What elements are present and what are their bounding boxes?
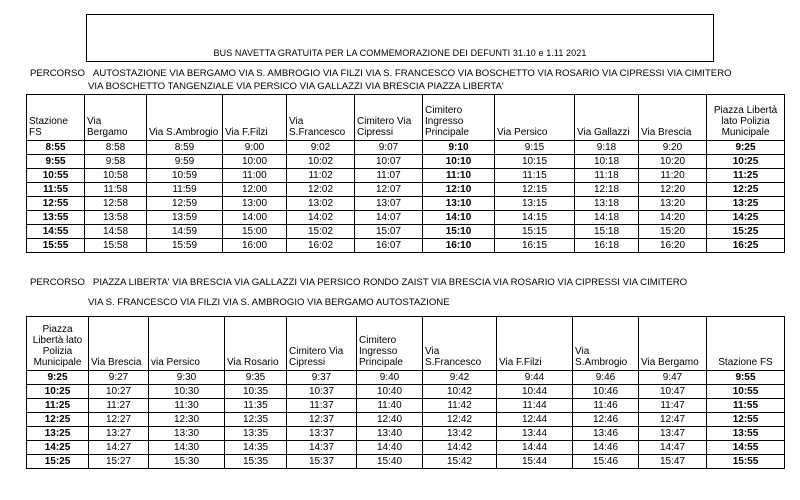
return-route-text-1: PIAZZA LIBERTA' VIA BRESCIA VIA GALLAZZI VIA PERSICO RONDO ZAIST VIA BRESCIA VIA ROSARIO VIA CIPRESSI VIA CIMITERO [92, 277, 688, 288]
outbound-header-cell: Via Brescia [639, 95, 707, 141]
outbound-time-cell: 13:07 [355, 197, 423, 211]
return-time-cell: 10:35 [225, 385, 287, 399]
outbound-time-cell: 11:18 [575, 169, 639, 183]
return-time-cell: 11:30 [149, 399, 225, 413]
outbound-route-text-1: AUTOSTAZIONE VIA BERGAMO VIA S. AMBROGIO VIA FILZI VIA S. FRANCESCO VIA BOSCHETTO VIA ROSARIO VIA CIPRESSI VIA CIMITERO [92, 68, 732, 79]
outbound-time-cell: 13:15 [495, 197, 575, 211]
outbound-time-cell: 15:20 [639, 225, 707, 239]
page-title: BUS NAVETTA GRATUITA PER LA COMMEMORAZIONE DEI DEFUNTI 31.10 e 1.11 2021 [213, 48, 587, 58]
outbound-time-cell: 8:59 [147, 141, 223, 155]
outbound-time-cell: 14:07 [355, 211, 423, 225]
outbound-time-cell: 16:10 [423, 239, 495, 253]
return-time-cell: 10:42 [423, 385, 497, 399]
return-time-cell: 15:46 [573, 455, 639, 469]
return-header-cell: Via Rosario [225, 317, 287, 371]
return-time-cell: 15:55 [707, 455, 785, 469]
outbound-time-cell: 9:18 [575, 141, 639, 155]
outbound-time-cell: 15:25 [707, 225, 785, 239]
outbound-time-cell: 15:10 [423, 225, 495, 239]
return-time-cell: 13:55 [707, 427, 785, 441]
return-time-cell: 15:40 [357, 455, 423, 469]
outbound-time-cell: 14:02 [287, 211, 355, 225]
outbound-time-cell: 11:02 [287, 169, 355, 183]
return-header-row [27, 317, 785, 371]
return-time-cell: 11:37 [287, 399, 357, 413]
return-time-cell: 9:40 [357, 371, 423, 385]
outbound-time-cell: 11:55 [27, 183, 85, 197]
return-time-cell: 10:30 [149, 385, 225, 399]
outbound-time-cell: 14:20 [639, 211, 707, 225]
outbound-time-cell: 9:07 [355, 141, 423, 155]
return-time-cell: 10:47 [639, 385, 707, 399]
outbound-time-cell: 12:10 [423, 183, 495, 197]
return-time-cell: 13:47 [639, 427, 707, 441]
outbound-time-cell: 9:15 [495, 141, 575, 155]
return-time-cell: 14:35 [225, 441, 287, 455]
return-time-cell: 12:27 [89, 413, 149, 427]
outbound-time-cell: 13:18 [575, 197, 639, 211]
outbound-time-cell: 10:02 [287, 155, 355, 169]
return-time-cell: 15:30 [149, 455, 225, 469]
outbound-time-cell: 15:00 [223, 225, 287, 239]
return-time-cell: 11:47 [639, 399, 707, 413]
return-time-cell: 11:35 [225, 399, 287, 413]
outbound-time-cell: 14:10 [423, 211, 495, 225]
return-time-cell: 12:37 [287, 413, 357, 427]
outbound-time-cell: 10:18 [575, 155, 639, 169]
outbound-time-cell: 14:59 [147, 225, 223, 239]
outbound-time-cell: 9:02 [287, 141, 355, 155]
outbound-time-cell: 11:10 [423, 169, 495, 183]
return-time-cell: 14:47 [639, 441, 707, 455]
return-time-cell: 9:44 [497, 371, 573, 385]
return-time-cell: 10:27 [89, 385, 149, 399]
return-time-cell: 9:37 [287, 371, 357, 385]
return-header-cell: Stazione FS [707, 317, 785, 371]
return-time-cell: 9:46 [573, 371, 639, 385]
outbound-time-cell: 12:58 [85, 197, 147, 211]
return-header-cell: Via Bergamo [639, 317, 707, 371]
return-time-cell: 15:42 [423, 455, 497, 469]
outbound-time-cell: 15:07 [355, 225, 423, 239]
return-time-cell: 15:27 [89, 455, 149, 469]
return-time-cell: 10:25 [27, 385, 89, 399]
return-time-cell: 9:47 [639, 371, 707, 385]
return-time-cell: 13:27 [89, 427, 149, 441]
outbound-time-cell: 13:02 [287, 197, 355, 211]
outbound-time-cell: 12:02 [287, 183, 355, 197]
outbound-time-cell: 12:15 [495, 183, 575, 197]
return-time-cell: 10:44 [497, 385, 573, 399]
return-time-cell: 10:55 [707, 385, 785, 399]
outbound-time-cell: 10:25 [707, 155, 785, 169]
return-route-label: PERCORSO [30, 277, 85, 288]
outbound-time-cell: 14:58 [85, 225, 147, 239]
outbound-time-cell: 10:20 [639, 155, 707, 169]
outbound-header-row [27, 95, 785, 141]
outbound-time-cell: 15:55 [27, 239, 85, 253]
outbound-time-cell: 12:00 [223, 183, 287, 197]
outbound-time-cell: 11:58 [85, 183, 147, 197]
return-time-cell: 13:25 [27, 427, 89, 441]
outbound-time-cell: 13:25 [707, 197, 785, 211]
outbound-time-cell: 9:58 [85, 155, 147, 169]
return-timetable [26, 316, 785, 469]
table-row [27, 427, 785, 441]
return-time-cell: 15:44 [497, 455, 573, 469]
return-time-cell: 15:47 [639, 455, 707, 469]
return-time-cell: 13:37 [287, 427, 357, 441]
outbound-time-cell: 14:00 [223, 211, 287, 225]
outbound-time-cell: 16:15 [495, 239, 575, 253]
table-row [27, 385, 785, 399]
return-time-cell: 9:42 [423, 371, 497, 385]
outbound-header-cell: Via Persico [495, 95, 575, 141]
outbound-time-cell: 14:15 [495, 211, 575, 225]
return-time-cell: 9:35 [225, 371, 287, 385]
return-time-cell: 13:40 [357, 427, 423, 441]
outbound-time-cell: 13:10 [423, 197, 495, 211]
outbound-time-cell: 13:20 [639, 197, 707, 211]
outbound-header-cell: Via Bergamo [85, 95, 147, 141]
outbound-time-cell: 11:07 [355, 169, 423, 183]
outbound-time-cell: 13:55 [27, 211, 85, 225]
outbound-time-cell: 14:18 [575, 211, 639, 225]
return-time-cell: 9:55 [707, 371, 785, 385]
return-time-cell: 13:46 [573, 427, 639, 441]
outbound-route-line-1 [30, 68, 732, 79]
outbound-time-cell: 16:18 [575, 239, 639, 253]
return-time-cell: 14:42 [423, 441, 497, 455]
table-row [27, 169, 785, 183]
outbound-time-cell: 11:00 [223, 169, 287, 183]
outbound-time-cell: 16:07 [355, 239, 423, 253]
return-time-cell: 11:42 [423, 399, 497, 413]
return-time-cell: 11:55 [707, 399, 785, 413]
table-row [27, 141, 785, 155]
outbound-time-cell: 13:58 [85, 211, 147, 225]
outbound-route-line-2: VIA BOSCHETTO TANGENZIALE VIA PERSICO VIA GALLAZZI VIA BRESCIA PIAZZA LIBERTA' [88, 81, 504, 92]
outbound-time-cell: 13:59 [147, 211, 223, 225]
outbound-time-cell: 14:25 [707, 211, 785, 225]
outbound-header-cell: Via S.Ambrogio [147, 95, 223, 141]
outbound-time-cell: 14:55 [27, 225, 85, 239]
return-time-cell: 13:44 [497, 427, 573, 441]
return-time-cell: 11:27 [89, 399, 149, 413]
outbound-time-cell: 12:18 [575, 183, 639, 197]
return-time-cell: 14:40 [357, 441, 423, 455]
outbound-time-cell: 16:02 [287, 239, 355, 253]
outbound-time-cell: 12:25 [707, 183, 785, 197]
outbound-time-cell: 12:20 [639, 183, 707, 197]
return-time-cell: 12:44 [497, 413, 573, 427]
return-time-cell: 11:46 [573, 399, 639, 413]
return-time-cell: 12:40 [357, 413, 423, 427]
outbound-time-cell: 9:25 [707, 141, 785, 155]
return-time-cell: 14:55 [707, 441, 785, 455]
table-row [27, 197, 785, 211]
return-time-cell: 15:35 [225, 455, 287, 469]
outbound-time-cell: 9:55 [27, 155, 85, 169]
return-time-cell: 10:46 [573, 385, 639, 399]
return-header-cell: Via S.Ambrogio [573, 317, 639, 371]
outbound-header-cell: Cimitero Ingresso Principale [423, 95, 495, 141]
outbound-time-cell: 9:10 [423, 141, 495, 155]
return-time-cell: 12:46 [573, 413, 639, 427]
return-time-cell: 11:40 [357, 399, 423, 413]
outbound-time-cell: 12:55 [27, 197, 85, 211]
table-row [27, 413, 785, 427]
return-time-cell: 14:30 [149, 441, 225, 455]
outbound-time-cell: 10:07 [355, 155, 423, 169]
return-time-cell: 11:44 [497, 399, 573, 413]
table-row [27, 183, 785, 197]
outbound-time-cell: 9:20 [639, 141, 707, 155]
return-route-line-1 [30, 277, 687, 288]
table-row [27, 371, 785, 385]
table-row [27, 211, 785, 225]
return-header-cell: Via F.Filzi [497, 317, 573, 371]
outbound-time-cell: 10:58 [85, 169, 147, 183]
outbound-time-cell: 9:00 [223, 141, 287, 155]
outbound-time-cell: 12:07 [355, 183, 423, 197]
outbound-time-cell: 10:00 [223, 155, 287, 169]
outbound-time-cell: 10:59 [147, 169, 223, 183]
return-time-cell: 9:30 [149, 371, 225, 385]
outbound-time-cell: 11:59 [147, 183, 223, 197]
outbound-time-cell: 15:02 [287, 225, 355, 239]
outbound-time-cell: 15:18 [575, 225, 639, 239]
return-time-cell: 9:25 [27, 371, 89, 385]
return-time-cell: 14:46 [573, 441, 639, 455]
outbound-time-cell: 11:15 [495, 169, 575, 183]
outbound-time-cell: 13:00 [223, 197, 287, 211]
outbound-time-cell: 15:58 [85, 239, 147, 253]
outbound-time-cell: 12:59 [147, 197, 223, 211]
outbound-header-cell: Cimitero Via Cipressi [355, 95, 423, 141]
return-time-cell: 12:35 [225, 413, 287, 427]
outbound-time-cell: 10:55 [27, 169, 85, 183]
outbound-header-cell: Piazza Libertà lato Polizia Municipale [707, 95, 785, 141]
return-time-cell: 14:25 [27, 441, 89, 455]
outbound-time-cell: 11:25 [707, 169, 785, 183]
return-time-cell: 15:25 [27, 455, 89, 469]
return-time-cell: 13:30 [149, 427, 225, 441]
return-time-cell: 9:27 [89, 371, 149, 385]
outbound-time-cell: 10:10 [423, 155, 495, 169]
return-header-cell: Piazza Libertà lato Polizia Municipale [27, 317, 89, 371]
return-time-cell: 10:40 [357, 385, 423, 399]
outbound-time-cell: 11:20 [639, 169, 707, 183]
outbound-time-cell: 16:00 [223, 239, 287, 253]
return-route-line-2: VIA S. FRANCESCO VIA FILZI VIA S. AMBROGIO VIA BERGAMO AUTOSTAZIONE [88, 297, 450, 308]
return-time-cell: 14:44 [497, 441, 573, 455]
return-header-cell: Via Brescia [89, 317, 149, 371]
return-header-cell: Via S.Francesco [423, 317, 497, 371]
outbound-time-cell: 9:59 [147, 155, 223, 169]
outbound-route-label: PERCORSO [30, 68, 85, 79]
table-row [27, 155, 785, 169]
return-time-cell: 13:35 [225, 427, 287, 441]
outbound-header-cell: Via S.Francesco [287, 95, 355, 141]
outbound-header-cell: Via Gallazzi [575, 95, 639, 141]
outbound-time-cell: 15:59 [147, 239, 223, 253]
return-time-cell: 14:27 [89, 441, 149, 455]
return-time-cell: 11:25 [27, 399, 89, 413]
outbound-time-cell: 16:20 [639, 239, 707, 253]
table-row [27, 239, 785, 253]
table-row [27, 455, 785, 469]
outbound-timetable [26, 94, 785, 253]
return-time-cell: 10:37 [287, 385, 357, 399]
outbound-header-cell: Via F.Filzi [223, 95, 287, 141]
return-time-cell: 12:55 [707, 413, 785, 427]
title-box [86, 14, 714, 62]
outbound-time-cell: 16:25 [707, 239, 785, 253]
return-time-cell: 14:37 [287, 441, 357, 455]
table-row [27, 225, 785, 239]
return-time-cell: 12:30 [149, 413, 225, 427]
outbound-time-cell: 10:15 [495, 155, 575, 169]
return-header-cell: Cimitero Ingresso Principale [357, 317, 423, 371]
return-time-cell: 12:42 [423, 413, 497, 427]
outbound-time-cell: 8:58 [85, 141, 147, 155]
return-time-cell: 12:25 [27, 413, 89, 427]
return-header-cell: Cimitero Via Cipressi [287, 317, 357, 371]
return-time-cell: 13:42 [423, 427, 497, 441]
return-header-cell: via Persico [149, 317, 225, 371]
outbound-time-cell: 8:55 [27, 141, 85, 155]
return-time-cell: 15:37 [287, 455, 357, 469]
table-row [27, 399, 785, 413]
outbound-header-cell: Stazione FS [27, 95, 85, 141]
outbound-time-cell: 15:15 [495, 225, 575, 239]
table-row [27, 441, 785, 455]
return-time-cell: 12:47 [639, 413, 707, 427]
